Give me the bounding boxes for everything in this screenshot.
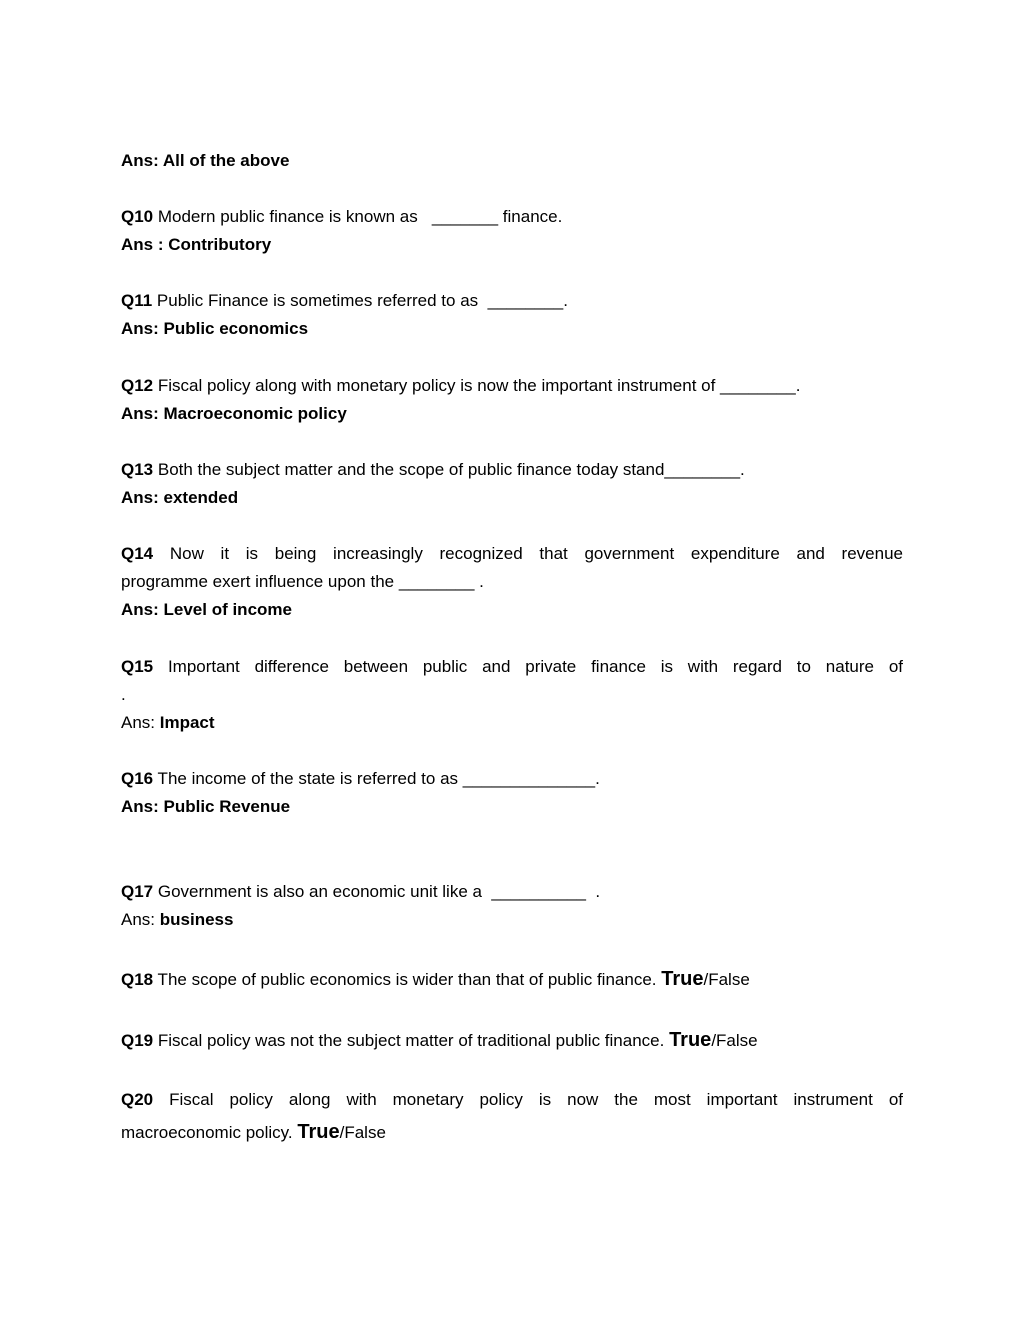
question-line-2 <box>121 1116 903 1148</box>
question-q17 <box>121 878 903 934</box>
answer-line <box>121 709 903 737</box>
question-text: Public Finance is sometimes referred to as ________. <box>152 291 568 310</box>
false-option: /False <box>339 1123 386 1142</box>
question-line <box>121 1026 903 1054</box>
question-text: Modern public finance is known as _______ finance. <box>153 207 563 226</box>
answer-text: Ans: All of the above <box>121 151 290 170</box>
question-line <box>121 540 903 568</box>
question-line <box>121 965 903 993</box>
question-number: Q20 <box>121 1090 154 1109</box>
answer-text: Ans: Public economics <box>121 319 309 338</box>
question-text: Now it is being increasingly recognized that government expenditure and revenue <box>153 544 903 563</box>
true-answer: True <box>669 1029 712 1051</box>
question-text: The scope of public economics is wider than that of public finance. <box>153 970 662 989</box>
question-line-2: programme exert influence upon the ________ . <box>121 572 484 591</box>
question-text: Fiscal policy along with monetary policy is now the important instrument of ________. <box>153 376 801 395</box>
question-number: Q18 <box>121 970 154 989</box>
question-q13 <box>121 456 903 512</box>
false-option: /False <box>711 1031 758 1050</box>
question-number: Q11 <box>121 291 153 310</box>
question-text: Fiscal policy along with monetary policy is now the most important instrument of <box>153 1090 903 1109</box>
question-number: Q16 <box>121 769 154 788</box>
question-q19 <box>121 1026 903 1054</box>
question-line <box>121 878 903 906</box>
question-number: Q15 <box>121 657 154 676</box>
answer-text: Ans: Public Revenue <box>121 797 291 816</box>
question-q16 <box>121 765 903 821</box>
question-q20 <box>121 1084 903 1148</box>
answer-q9 <box>121 147 903 175</box>
question-line <box>121 456 903 484</box>
question-number: Q10 <box>121 207 154 226</box>
question-text: Government is also an economic unit like a __________ . <box>153 882 601 901</box>
answer-prefix: Ans: <box>121 910 160 929</box>
question-text: The income of the state is referred to as ______________. <box>153 769 600 788</box>
question-number: Q17 <box>121 882 154 901</box>
question-number: Q14 <box>121 544 154 563</box>
question-number: Q13 <box>121 460 154 479</box>
answer-text: Ans: Level of income <box>121 600 292 619</box>
question-number: Q12 <box>121 376 154 395</box>
question-text: Both the subject matter and the scope of public finance today stand________. <box>153 460 745 479</box>
question-q11 <box>121 287 903 343</box>
answer-text: Ans: Macroeconomic policy <box>121 404 347 423</box>
question-text: Important difference between public and private finance is with regard to nature of <box>153 657 903 676</box>
answer-line <box>121 906 903 934</box>
question-line <box>121 765 903 793</box>
question-line <box>121 287 903 315</box>
answer-text: business <box>159 910 234 929</box>
true-answer: True <box>297 1121 340 1143</box>
question-line <box>121 372 903 400</box>
question-line-2: . <box>121 685 126 704</box>
answer-prefix: Ans: <box>121 713 160 732</box>
question-line <box>121 653 903 681</box>
question-q12 <box>121 372 903 428</box>
question-line <box>121 203 903 231</box>
question-line <box>121 1084 903 1116</box>
question-q14 <box>121 540 903 624</box>
question-text: Fiscal policy was not the subject matter of traditional public finance. <box>153 1031 670 1050</box>
question-q10 <box>121 203 903 259</box>
answer-text: Impact <box>159 713 215 732</box>
question-q18 <box>121 965 903 993</box>
question-number: Q19 <box>121 1031 154 1050</box>
question-q15 <box>121 653 903 737</box>
answer-text: Ans : Contributory <box>121 235 272 254</box>
false-option: /False <box>703 970 750 989</box>
answer-text: Ans: extended <box>121 488 239 507</box>
true-answer: True <box>661 968 704 990</box>
question-text-2: macroeconomic policy. <box>121 1123 298 1142</box>
